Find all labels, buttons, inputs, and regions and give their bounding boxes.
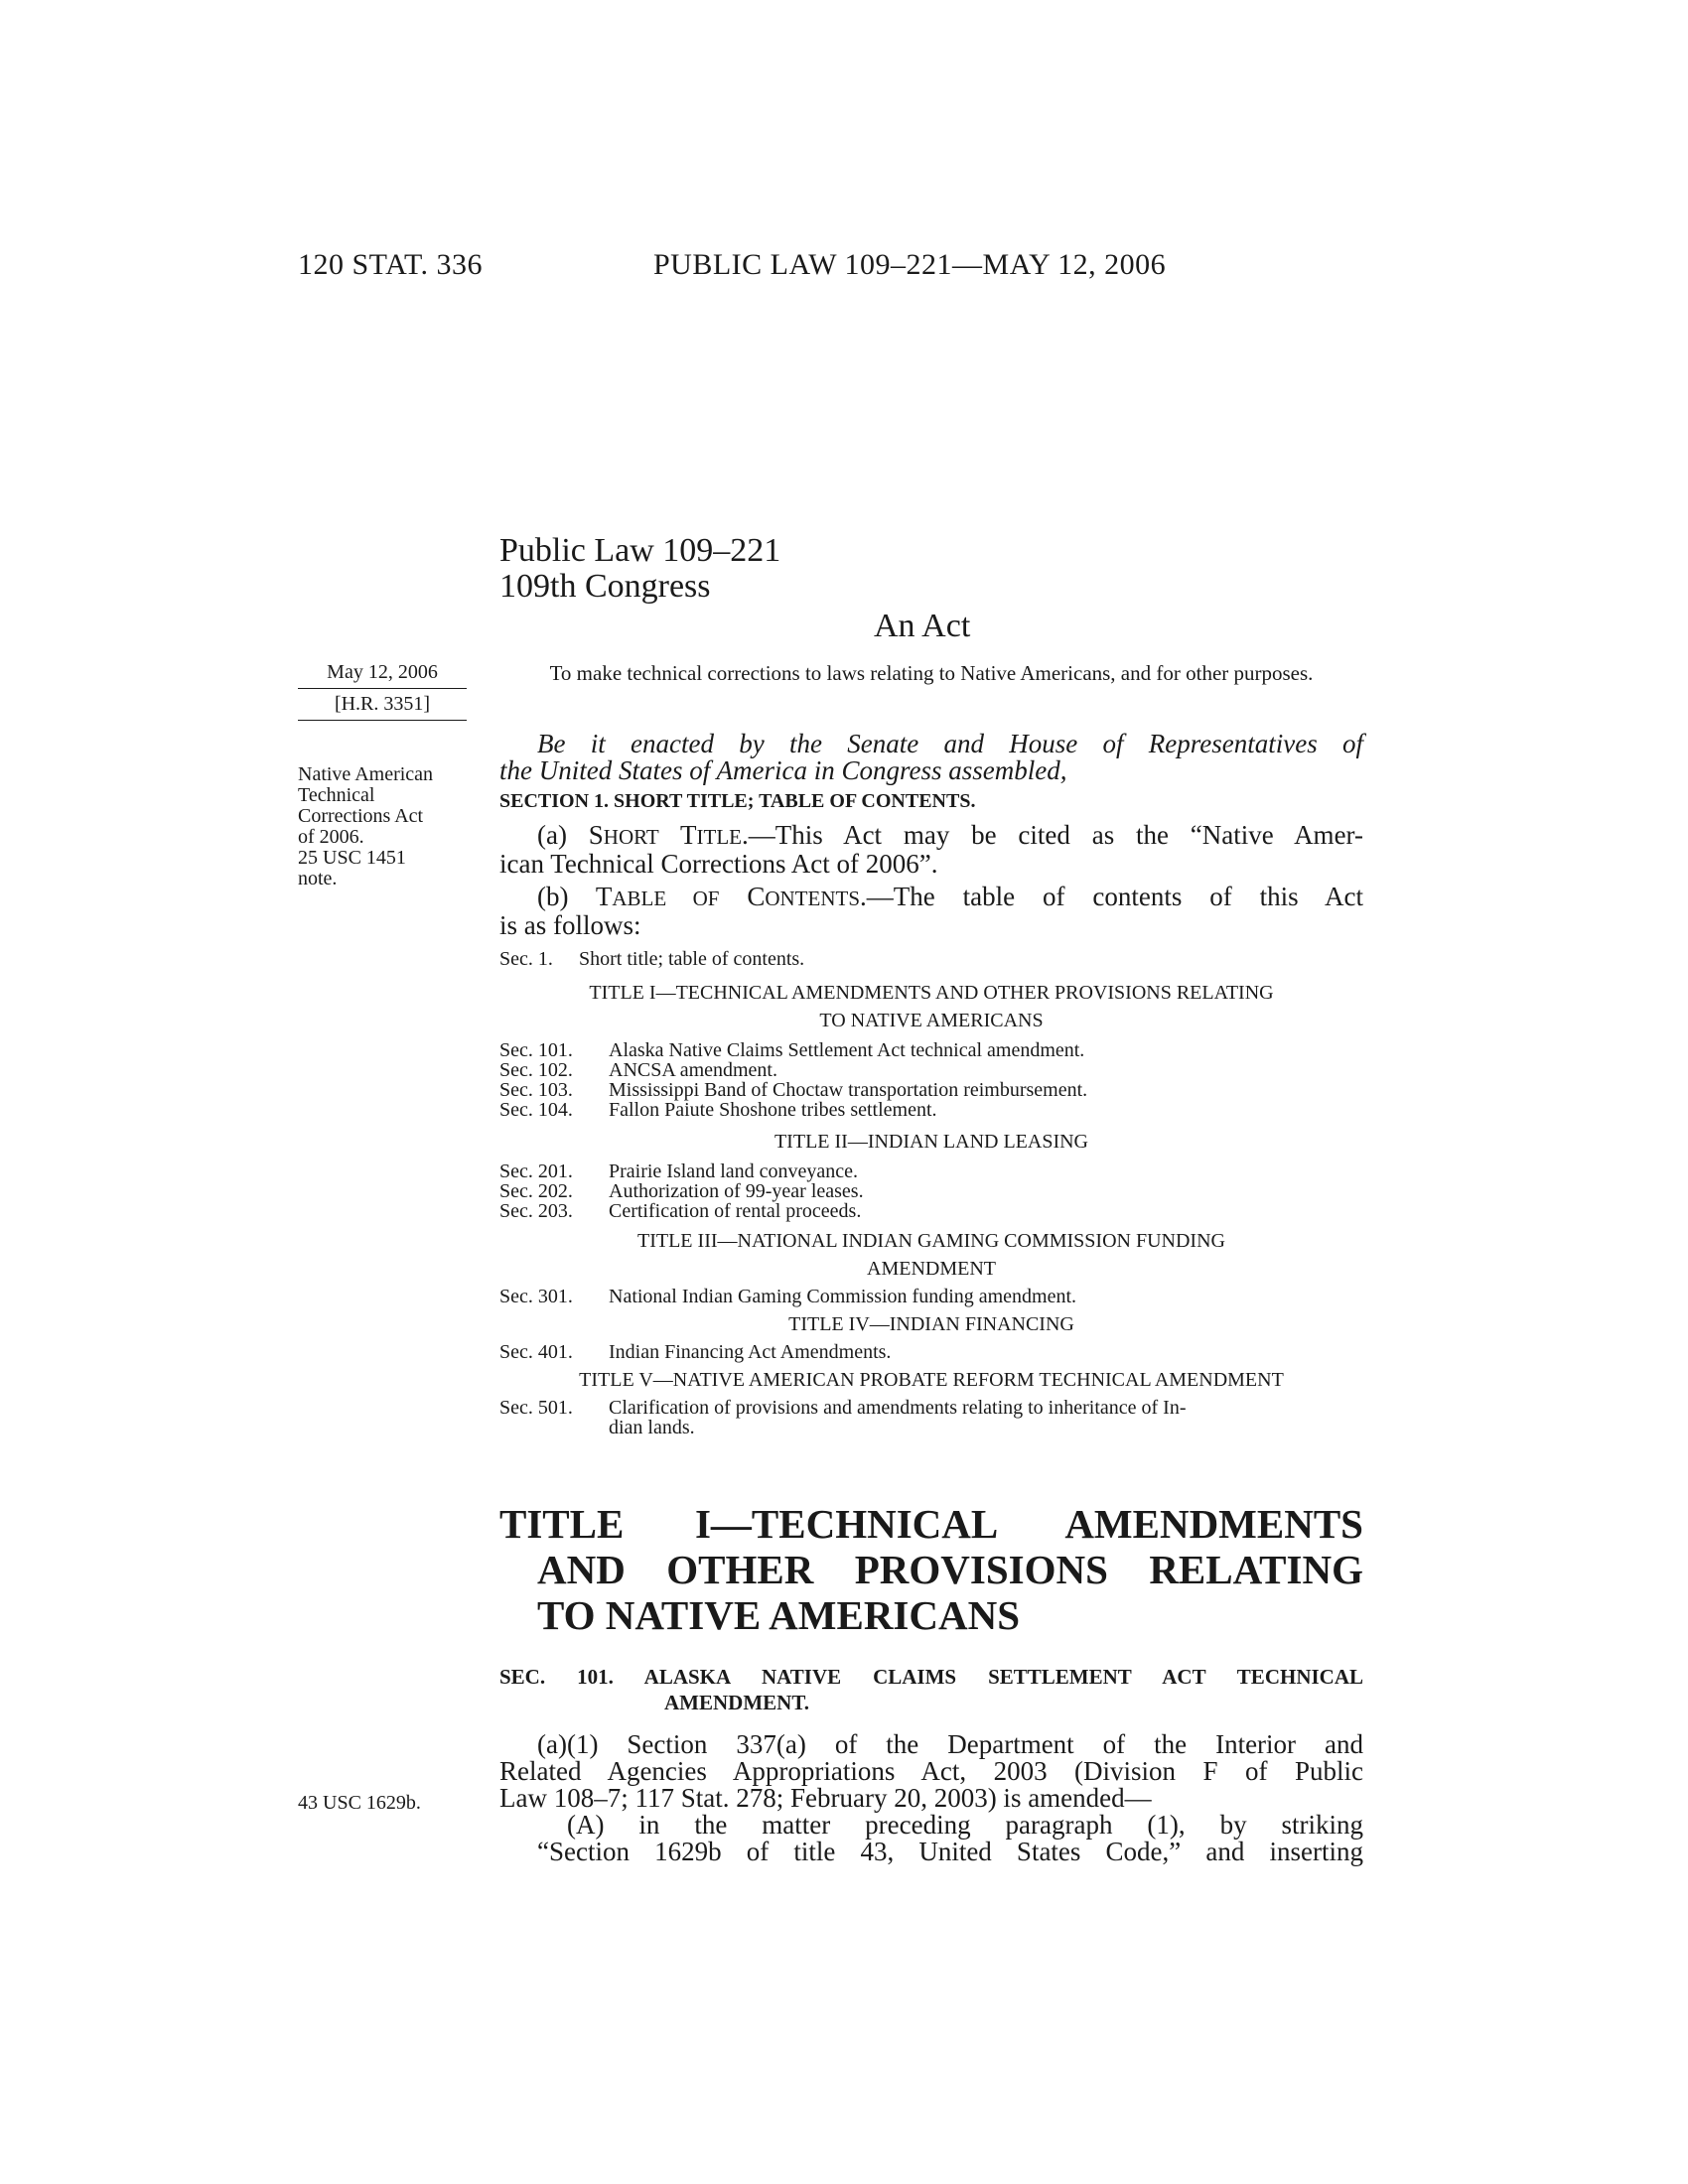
paragraph-line: (A) in the matter preceding paragraph (1), by striking — [567, 1810, 1363, 1840]
toc-entry-continuation: dian lands. — [609, 1417, 695, 1438]
toc-title-line: TITLE III—NATIONAL INDIAN GAMING COMMISSION FUNDING — [637, 1230, 1225, 1252]
text-run: ITLE — [696, 825, 742, 849]
toc-entry — [499, 1040, 1363, 1060]
toc-entry-title: Fallon Paiute Shoshone tribes settlement. — [609, 1099, 937, 1121]
enacting-line: Be it enacted by the Senate and House of Representatives of — [537, 729, 1363, 758]
section-101-heading — [499, 1664, 1363, 1715]
title-line: TO NATIVE AMERICANS — [537, 1592, 1021, 1638]
text-run: T — [658, 820, 697, 850]
toc-entry-title: ANCSA amendment. — [609, 1059, 777, 1081]
toc-entry-number: Sec. 203. — [499, 1200, 573, 1222]
congress-number: 109th Congress — [499, 568, 711, 605]
section-1-heading: SECTION 1. SHORT TITLE; TABLE OF CONTENTS. — [499, 790, 976, 812]
toc-entry-title: Clarification of provisions and amendments relating to inheritance of In- — [609, 1397, 1187, 1419]
paragraph-line — [499, 822, 1363, 851]
margin-note-line: note. — [298, 868, 338, 889]
toc-title-heading: TITLE II—INDIAN LAND LEASING — [774, 1131, 1089, 1153]
title-line: TITLE I—TECHNICAL AMENDMENTS — [499, 1501, 1363, 1547]
toc-entry-title: Prairie Island land conveyance. — [609, 1160, 859, 1182]
section-heading-line: AMENDMENT. — [664, 1691, 810, 1714]
margin-note-line: Corrections Act — [298, 805, 424, 827]
bill-number: [H.R. 3351] — [298, 689, 467, 721]
toc-entry — [499, 949, 1363, 969]
toc-title-entries — [499, 1161, 1363, 1221]
toc-entry — [499, 1080, 1363, 1100]
toc-entry — [499, 1342, 1363, 1362]
text-run: C — [719, 882, 766, 911]
section-101-body — [499, 1731, 1363, 1865]
toc-entry-number: Sec. 104. — [499, 1099, 573, 1121]
section-heading-line: SEC. 101. ALASKA NATIVE CLAIMS SETTLEMENT ACT TECHNICAL — [499, 1665, 1363, 1689]
act-label: An Act — [874, 608, 971, 644]
toc-entry — [499, 1100, 1363, 1120]
section-1-a — [499, 822, 1363, 878]
margin-note-line: Native American — [298, 763, 434, 785]
toc-entry-number: Sec. 1. — [499, 948, 553, 970]
toc-entry-number: Sec. 301. — [499, 1286, 573, 1307]
text-run: .—This Act may be cited as the “Native Amer- — [742, 820, 1363, 850]
toc-entry-number: Sec. 201. — [499, 1160, 573, 1182]
text-run: ABLE OF — [612, 887, 720, 910]
toc-entry — [499, 1161, 1363, 1181]
toc-entry — [499, 1201, 1363, 1221]
toc-entry-title: Indian Financing Act Amendments. — [609, 1341, 892, 1363]
paragraph-line — [499, 884, 1363, 912]
margin-note-line: of 2006. — [298, 826, 364, 848]
text-run: (a) S — [537, 820, 604, 850]
law-number: Public Law 109–221 — [499, 532, 781, 569]
enacting-line: the United States of America in Congress assembled, — [499, 755, 1067, 785]
paragraph-line: Related Agencies Appropriations Act, 2003 (Division F of Public — [499, 1756, 1363, 1786]
margin-note-line: Technical — [298, 784, 375, 806]
text-run: (b) T — [537, 882, 613, 911]
toc-title-entries — [499, 1287, 1363, 1306]
toc-title-heading — [499, 1227, 1363, 1283]
toc-entry — [499, 1060, 1363, 1080]
text-run: ONTENTS — [765, 887, 861, 910]
text-run: .—The table of contents of this Act — [860, 882, 1363, 911]
toc-title-entries — [499, 1398, 1363, 1437]
toc-entry-number: Sec. 202. — [499, 1180, 573, 1202]
toc-entry-number: Sec. 101. — [499, 1039, 573, 1061]
text-run: HORT — [603, 825, 659, 849]
toc-title-heading: TITLE IV—INDIAN FINANCING — [788, 1313, 1074, 1335]
paragraph-line: is as follows: — [499, 910, 641, 940]
toc-entry-title: Authorization of 99-year leases. — [609, 1180, 864, 1202]
paragraph-line: (a)(1) Section 337(a) of the Department of the Interior and — [537, 1729, 1363, 1759]
title-i-heading — [499, 1501, 1363, 1638]
act-purpose: To make technical corrections to laws relating to Native Americans, and for other purposes. — [549, 661, 1314, 685]
toc-entry — [499, 1287, 1363, 1306]
margin-usc-note: 43 USC 1629b. — [298, 1792, 421, 1814]
page-citation: 120 STAT. 336 — [298, 248, 484, 281]
toc-title-entries — [499, 1040, 1363, 1120]
toc-title-line: TO NATIVE AMERICANS — [819, 1010, 1044, 1031]
section-1-b — [499, 884, 1363, 939]
toc-title-heading: TITLE V—NATIVE AMERICAN PROBATE REFORM TECHNICAL AMENDMENT — [579, 1369, 1284, 1391]
toc-entry-number: Sec. 103. — [499, 1079, 573, 1101]
toc-title-heading — [499, 979, 1363, 1034]
toc-entry-number: Sec. 501. — [499, 1397, 573, 1419]
running-title: PUBLIC LAW 109–221—MAY 12, 2006 — [653, 248, 1167, 281]
table-of-contents — [499, 949, 1363, 1437]
toc-entry-number: Sec. 401. — [499, 1341, 573, 1363]
toc-title-entries — [499, 1342, 1363, 1362]
margin-short-title-note — [298, 764, 465, 889]
paragraph-line: ican Technical Corrections Act of 2006”. — [499, 849, 938, 879]
title-line: AND OTHER PROVISIONS RELATING — [537, 1547, 1363, 1592]
toc-title-line: AMENDMENT — [867, 1258, 996, 1280]
toc-entry-title: Alaska Native Claims Settlement Act technical amendment. — [609, 1039, 1085, 1061]
toc-entry — [499, 1181, 1363, 1201]
margin-date-block — [298, 661, 467, 721]
paragraph-line: “Section 1629b of title 43, United States Code,” and inserting — [537, 1837, 1363, 1866]
toc-entry-title: Short title; table of contents. — [579, 948, 805, 970]
toc-entry — [499, 1398, 1363, 1418]
toc-title-line: TITLE I—TECHNICAL AMENDMENTS AND OTHER PROVISIONS RELATING — [589, 982, 1274, 1004]
toc-entry-title: Mississippi Band of Choctaw transportation reimbursement. — [609, 1079, 1088, 1101]
toc-entry-number: Sec. 102. — [499, 1059, 573, 1081]
enacting-clause — [499, 731, 1363, 784]
toc-entry-title: Certification of rental proceeds. — [609, 1200, 862, 1222]
margin-note-line: 25 USC 1451 — [298, 847, 406, 869]
toc-entry-title: National Indian Gaming Commission funding amendment. — [609, 1286, 1077, 1307]
paragraph-line: Law 108–7; 117 Stat. 278; February 20, 2003) is amended— — [499, 1783, 1152, 1813]
enactment-date: May 12, 2006 — [298, 661, 467, 689]
